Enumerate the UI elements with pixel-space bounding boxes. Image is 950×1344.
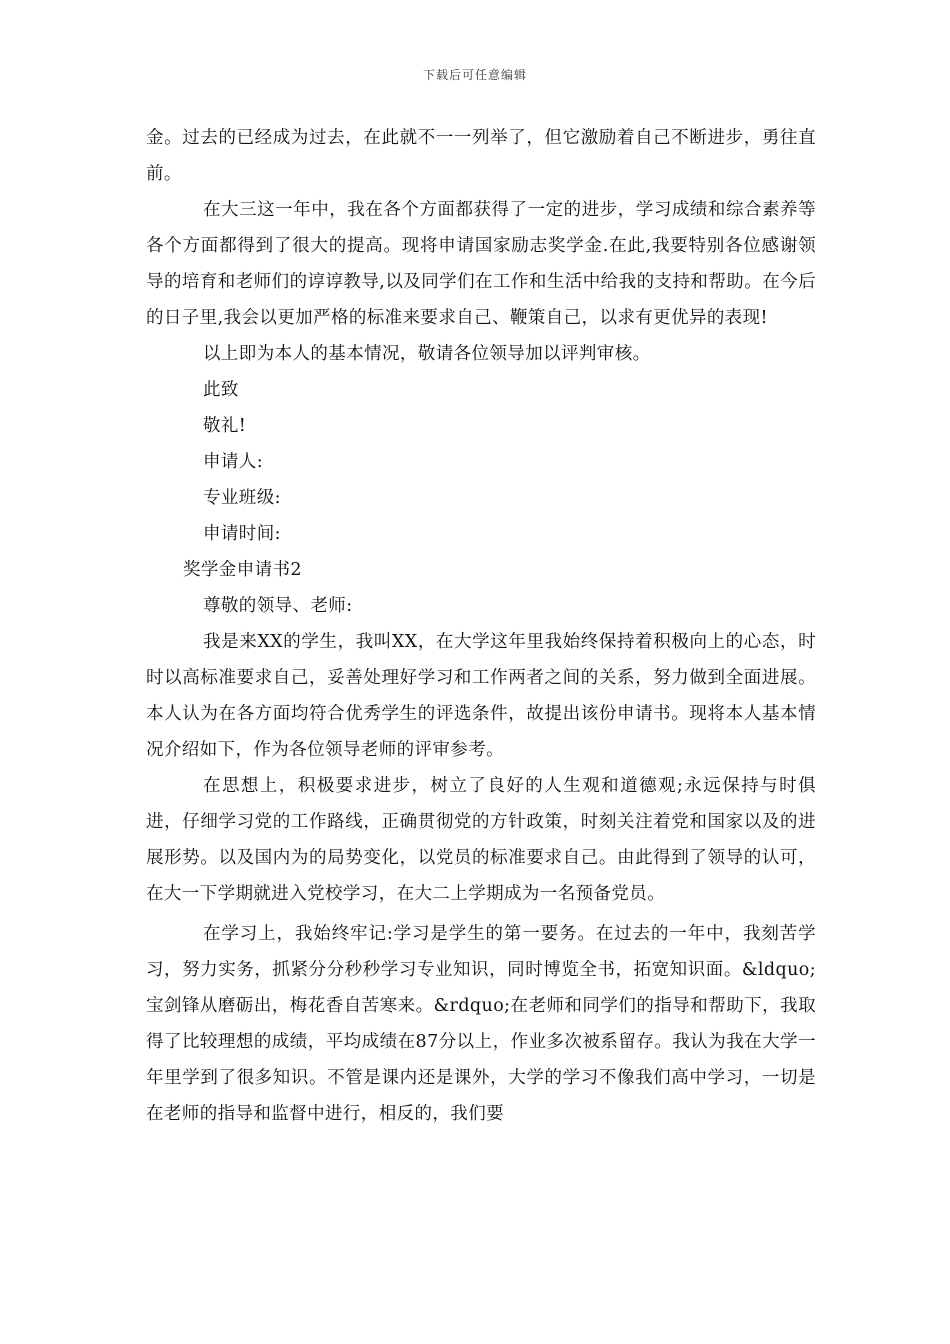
- section-title: 奖学金申请书2: [183, 560, 302, 580]
- paragraph-closing-request: 以上即为本人的基本情况，敬请各位领导加以评判审核。: [203, 344, 651, 364]
- page-header: 下载后可任意编辑: [422, 68, 527, 82]
- salutation-jingli: 敬礼!: [203, 416, 247, 436]
- salutation-cizhi: 此致: [203, 380, 239, 400]
- greeting: 尊敬的领导、老师:: [203, 596, 353, 616]
- field-applicant: 申请人:: [203, 452, 263, 472]
- field-major-class: 专业班级:: [203, 488, 281, 508]
- paragraph-study: 在学习上，我始终牢记:学习是学生的第一要务。在过去的一年中，我刻苦学习，努力实务，抓紧分分秒秒学习专业知识，同时博览全书，拓宽知识面。&ldquo;宝剑锋从磨砺出，梅花香自苦寒来。&rdquo;在老师和同学们的指导和帮助下，我取得了比较理想的成绩，平均成绩在87分以上，作业多次被系留存。我认为我在大学一年里学到了很多知识。不管是课内还是课外，大学的学习不像我们高中学习，一切是在老师的指导和监督中进行，相反的，我们要: [146, 924, 816, 1124]
- document-body: [146, 120, 816, 1132]
- paragraph-continuation: 金。过去的已经成为过去，在此就不一一列举了，但它激励着自己不断进步，勇往直前。: [146, 128, 816, 184]
- paragraph-ideology: 在思想上，积极要求进步，树立了良好的人生观和道德观;永远保持与时俱进，仔细学习党的工作路线，正确贯彻党的方针政策，时刻关注着党和国家以及的进展形势。以及国内为的局势变化，以党员的标准要求自己。由此得到了领导的认可，在大一下学期就进入党校学习，在大二上学期成为一名预备党员。: [146, 776, 816, 904]
- paragraph-introduction: 我是来XX的学生，我叫XX，在大学这年里我始终保持着积极向上的心态，时时以高标准要求自己，妥善处理好学习和工作两者之间的关系，努力做到全面进展。本人认为在各方面均符合优秀学生的评选条件，故提出该份申请书。现将本人基本情况介绍如下，作为各位领导老师的评审参考。: [146, 632, 816, 760]
- field-application-date: 申请时间:: [203, 524, 281, 544]
- paragraph-junior-year: 在大三这一年中，我在各个方面都获得了一定的进步，学习成绩和综合素养等各个方面都得到了很大的提高。现将申请国家励志奖学金.在此,我要特别各位感谢领导的培育和老师们的谆谆教导,以及同学们在工作和生活中给我的支持和帮助。在今后的日子里,我会以更加严格的标准来要求自己、鞭策自己，以求有更优异的表现!: [146, 200, 816, 328]
